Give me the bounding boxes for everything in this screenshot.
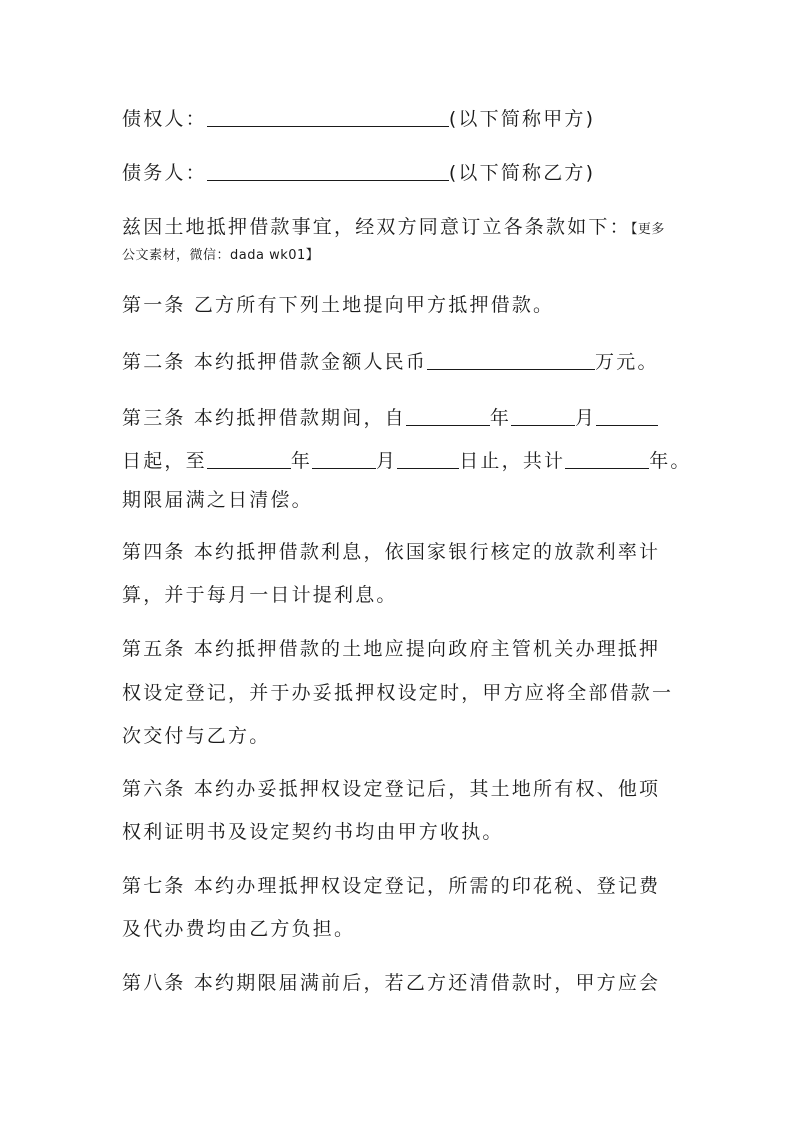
article-4-line-2: 算，并于每月一日计提利息。 [122, 584, 398, 606]
article-2-post: 万元。 [595, 351, 659, 373]
year-end-label: 年。 [649, 450, 692, 472]
article-4-line-1: 第四条 本约抵押借款利息，依国家银行核定的放款利率计 [122, 541, 661, 563]
article-5-line-1: 第五条 本约抵押借款的土地应提向政府主管机关办理抵押 [122, 638, 661, 660]
article-5-line-2: 权设定登记，并于办妥抵押权设定时，甲方应将全部借款一 [122, 682, 674, 704]
start-year-blank [406, 405, 490, 426]
article-7-line-1: 第七条 本约办理抵押权设定登记，所需的印花税、登记费 [122, 875, 661, 897]
article-7-line-2: 及代办费均由乙方负担。 [122, 918, 356, 940]
debtor-blank [207, 160, 449, 181]
amount-blank [427, 349, 595, 370]
article-1: 第一条 乙方所有下列土地提向甲方抵押借款。 [122, 294, 555, 316]
total-years-blank [565, 448, 649, 469]
end-month-blank [312, 448, 376, 469]
article-3-line-3: 期限届满之日清偿。 [122, 489, 313, 511]
start-month-blank [511, 405, 575, 426]
end-day-blank [397, 448, 459, 469]
article-3-line-1 [122, 405, 682, 430]
intro-text: 兹因土地抵押借款事宜，经双方同意订立各条款如下： [122, 216, 631, 238]
start-month-label: 月 [575, 407, 597, 429]
article-2 [122, 349, 682, 374]
intro-line [122, 215, 682, 242]
debtor-label: 债务人： [122, 162, 207, 184]
intro-note-end: 公文素材，微信：dada wk01】 [122, 248, 320, 263]
article-6-line-1: 第六条 本约办妥抵押权设定登记后，其土地所有权、他项 [122, 778, 661, 800]
article-3-pre: 第三条 本约抵押借款期间，自 [122, 407, 406, 429]
creditor-suffix: (以下简称甲方) [448, 108, 596, 130]
debtor-suffix: (以下简称乙方) [448, 162, 596, 184]
day-from-label: 日起，至 [122, 450, 207, 472]
article-5-line-3: 次交付与乙方。 [122, 725, 271, 747]
day-to-label: 日止，共计 [459, 450, 566, 472]
start-day-blank [596, 405, 658, 426]
article-3-line-2 [122, 448, 692, 473]
debtor-line [122, 160, 682, 185]
article-8-line-1: 第八条 本约期限届满前后，若乙方还清借款时，甲方应会 [122, 972, 661, 994]
end-year-blank [207, 448, 291, 469]
end-year-label: 年 [290, 450, 313, 472]
creditor-line [122, 106, 682, 131]
end-month-label: 月 [376, 450, 398, 472]
creditor-label: 债权人： [122, 108, 207, 130]
article-2-pre: 第二条 本约抵押借款金额人民币 [122, 351, 428, 373]
creditor-blank [207, 106, 449, 127]
start-year-label: 年 [489, 407, 512, 429]
article-6-line-2: 权利证明书及设定契约书均由甲方收执。 [122, 821, 504, 843]
intro-note-start: 【更多 [630, 222, 665, 237]
